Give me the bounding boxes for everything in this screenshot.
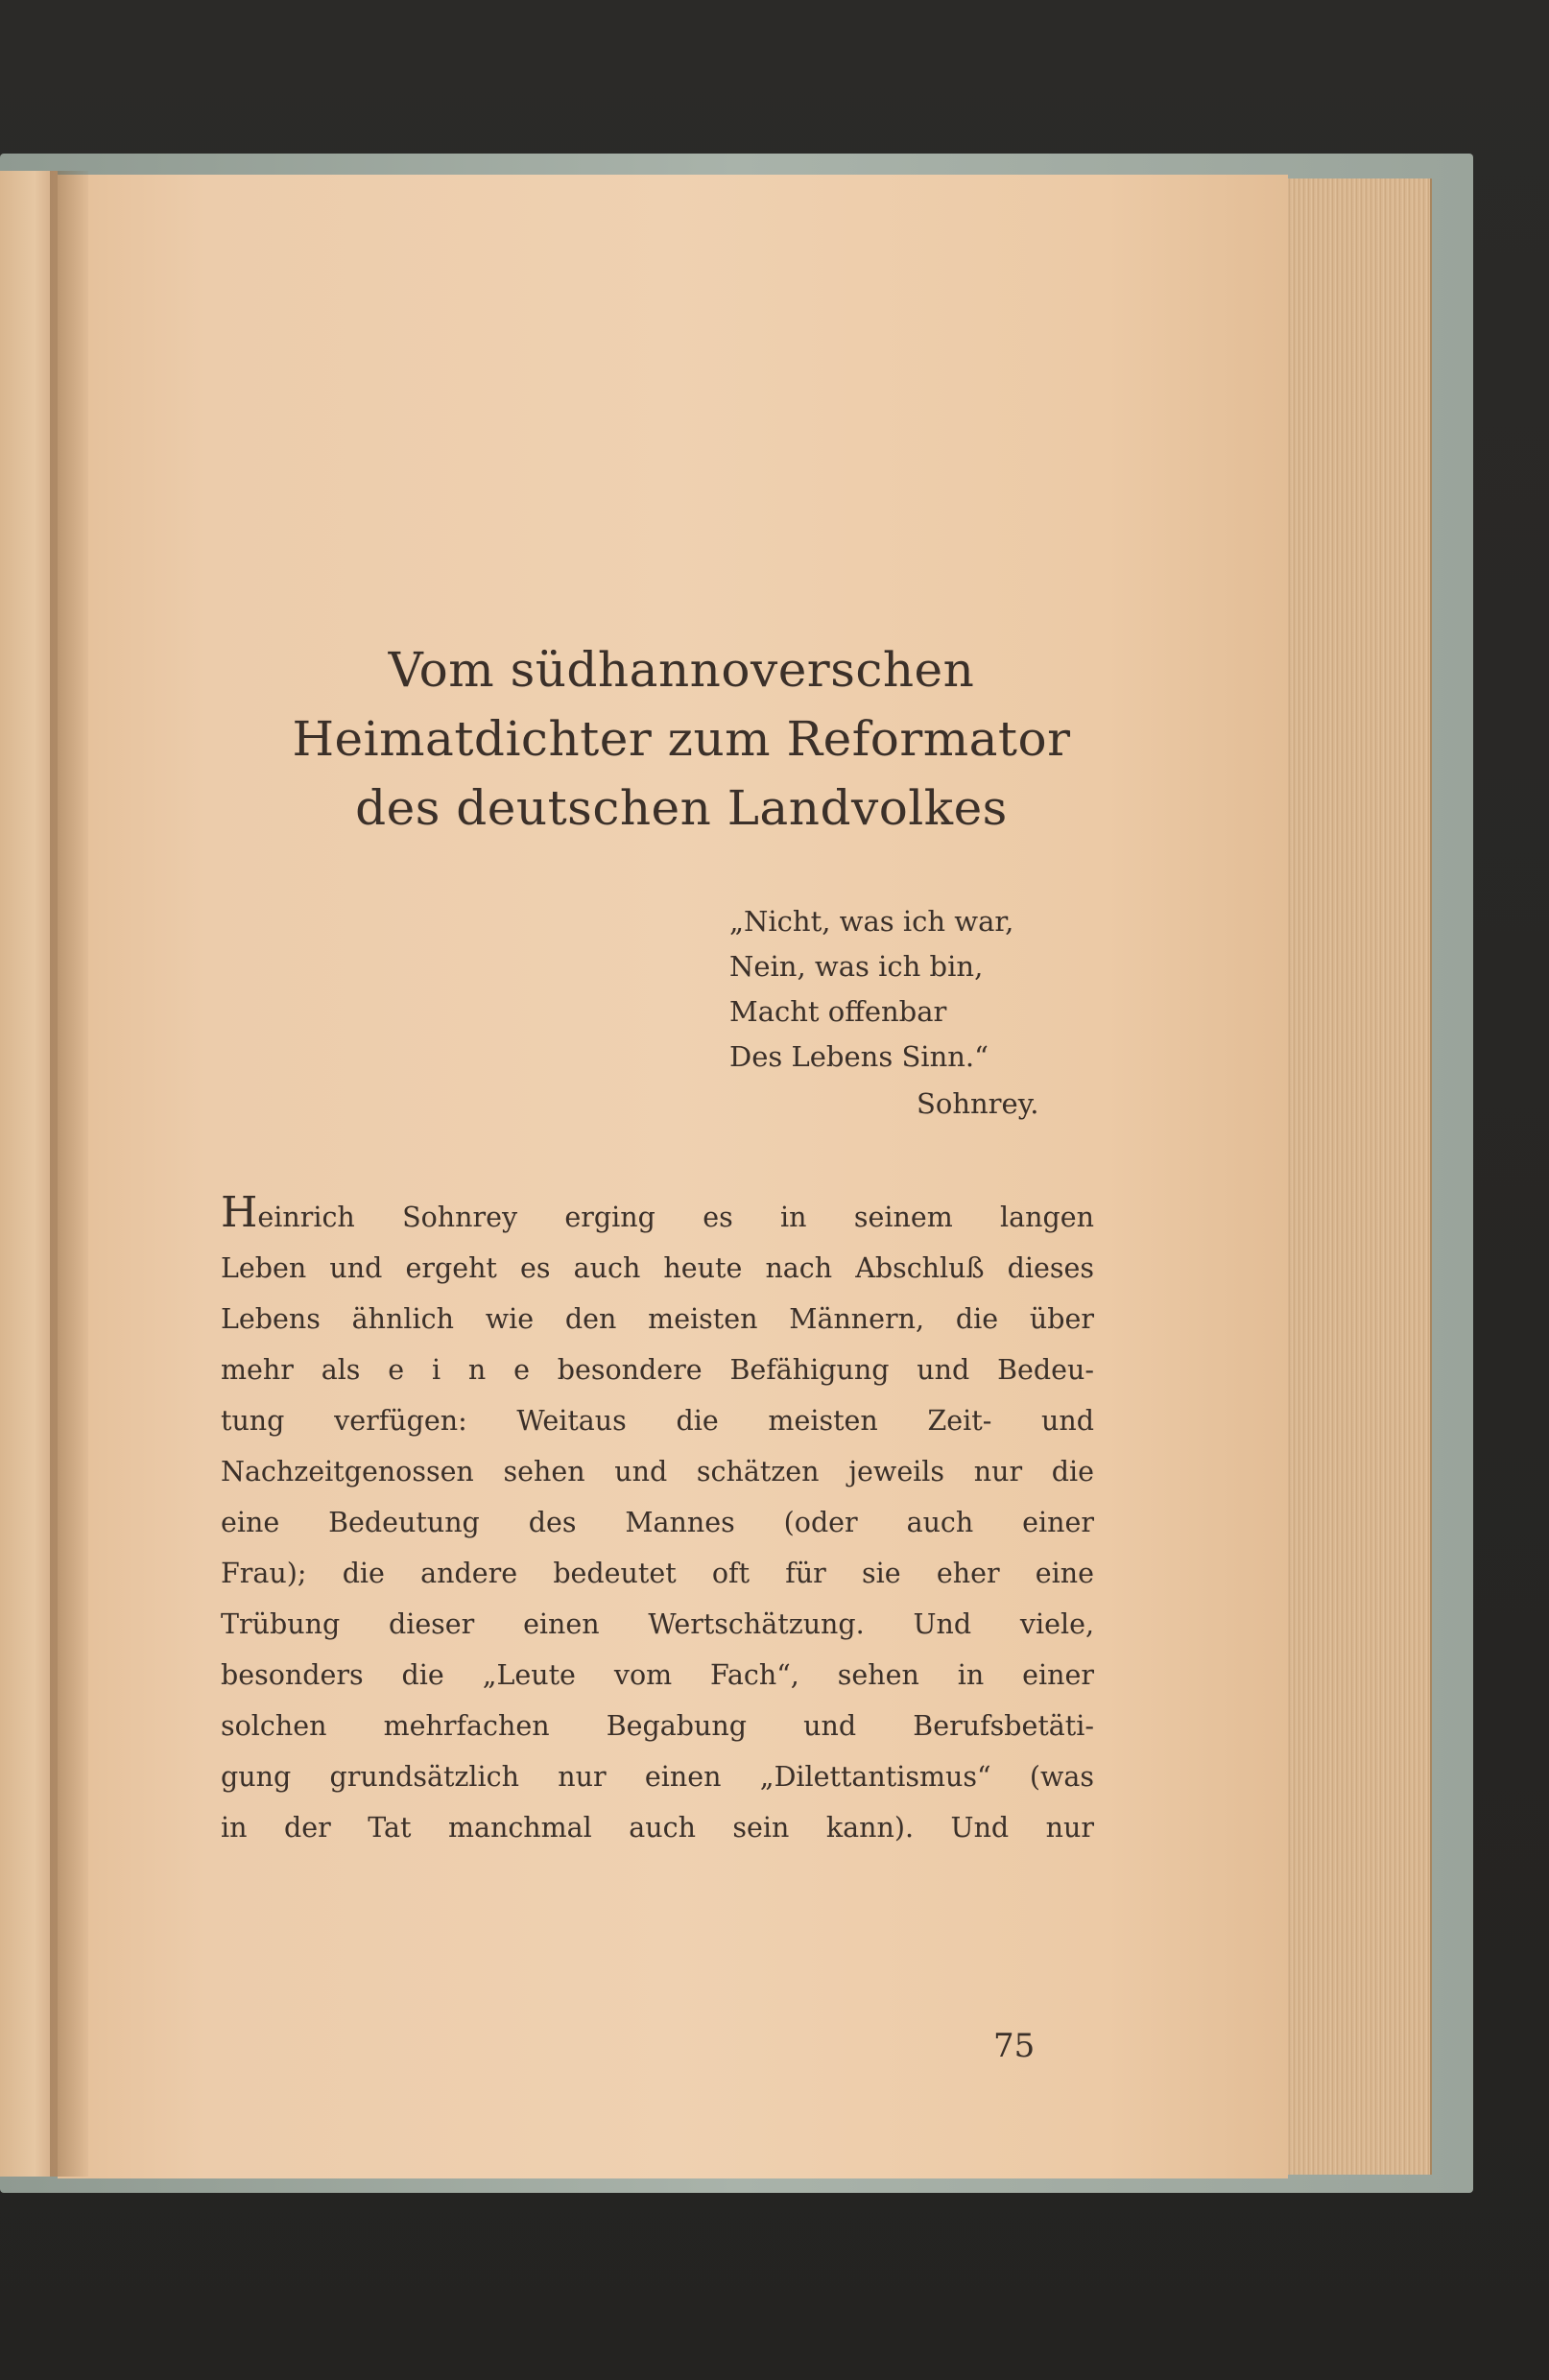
body-line: in der Tat manchmal auch sein kann). Und nur — [221, 1812, 1094, 1844]
title-line: des deutschen Landvolkes — [355, 780, 1008, 836]
body-line: gung grundsätzlich nur einen „Dilettantismus“ (was — [221, 1761, 1094, 1793]
body-paragraph — [221, 1187, 1094, 1853]
body-line: mehr als e i n e besondere Befähigung und Bedeu- — [221, 1354, 1094, 1386]
epigraph-line: „Nicht, was ich war, — [729, 905, 1014, 938]
gutter-shadow — [50, 171, 88, 2177]
body-line: Heinrich Sohnrey erging es in seinem langen — [221, 1188, 1094, 1237]
epigraph — [729, 899, 1132, 1127]
title-line: Heimatdichter zum Reformator — [292, 711, 1071, 767]
body-line: Trübung dieser einen Wertschätzung. Und viele, — [221, 1608, 1094, 1640]
epigraph-line: Nein, was ich bin, — [729, 950, 984, 983]
epigraph-line: Macht offenbar — [729, 995, 947, 1028]
chapter-title — [269, 635, 1094, 843]
body-line: Frau); die andere bedeutet oft für sie eher eine — [221, 1558, 1094, 1589]
body-line: Lebens ähnlich wie den meisten Männern, die über — [221, 1303, 1094, 1335]
page-number: 75 — [993, 2027, 1036, 2065]
body-line: Leben und ergeht es auch heute nach Abschluß dieses — [221, 1252, 1094, 1284]
title-line: Vom südhannoverschen — [388, 642, 975, 698]
epigraph-line: Des Lebens Sinn.“ — [729, 1040, 989, 1073]
body-line: tung verfügen: Weitaus die meisten Zeit- und — [221, 1405, 1094, 1437]
left-page-edge — [0, 171, 58, 2177]
body-line: Nachzeitgenossen sehen und schätzen jeweils nur die — [221, 1456, 1094, 1488]
body-line: solchen mehrfachen Begabung und Berufsbetäti- — [221, 1710, 1094, 1742]
epigraph-author: Sohnrey. — [917, 1087, 1039, 1120]
book-page — [58, 175, 1288, 2178]
body-line: eine Bedeutung des Mannes (oder auch einer — [221, 1507, 1094, 1538]
body-line: besonders die „Leute vom Fach“, sehen in einer — [221, 1659, 1094, 1691]
page-edges — [1286, 178, 1432, 2175]
